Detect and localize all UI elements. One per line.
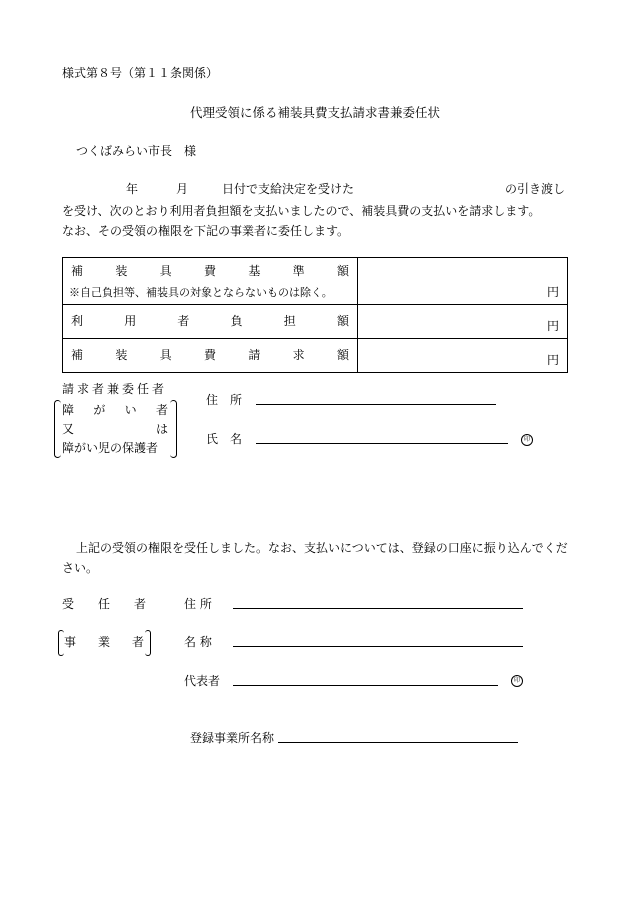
amounts-table: [62, 257, 568, 373]
intro-line-3: なお、その受領の権限を下記の事業者に委任します。: [62, 224, 350, 238]
role-guardian: 障がい児の保護者: [62, 441, 159, 455]
exclusion-note: ※自己負担等、補装具の対象とならないものは除く。: [69, 286, 333, 299]
intro-month: 月: [176, 182, 189, 196]
claimant-seal-icon: 印: [521, 434, 533, 446]
agent-label: 受 任 者: [62, 597, 146, 611]
intro-day-text: 日付で支給決定を受けた: [222, 182, 355, 196]
amount-field[interactable]: [358, 258, 568, 305]
office-name-field[interactable]: [233, 646, 523, 647]
intro-line-2: を受け、次のとおり利用者負担額を支払いましたので、補装具費の支払いを請求します。: [62, 204, 541, 218]
row-label: 補 装 具 費 基 準 額: [71, 264, 349, 278]
addressee: つくばみらい市長 様: [76, 144, 197, 158]
amount-field[interactable]: [358, 339, 568, 373]
role-or: 又 は: [62, 422, 168, 436]
acceptance-text: 上記の受領の権限を受任しました。なお、支払いについては、登録の口座に振り込んでください。: [62, 541, 568, 575]
representative-label: 代表者: [184, 674, 221, 688]
claimant-heading: 請求者兼委任者: [62, 382, 168, 396]
claimant-address-label: 住 所: [206, 393, 243, 407]
office-address-field[interactable]: [233, 608, 523, 609]
yen-unit: 円: [546, 319, 559, 333]
intro-year: 年: [126, 182, 139, 196]
claimant-address-field[interactable]: [256, 404, 496, 405]
office-name-label: 名 称: [184, 635, 212, 649]
row-label: 利 用 者 負 担 額: [71, 314, 349, 328]
business-label: 事 業 者: [64, 635, 144, 649]
intro-after-blank: の引き渡し: [505, 182, 566, 196]
table-row: [63, 339, 568, 373]
business-bracket-right: [145, 630, 151, 656]
claimant-name-field[interactable]: [256, 443, 508, 444]
registered-office-field[interactable]: [278, 742, 518, 743]
row-label: 補 装 具 費 請 求 額: [71, 348, 349, 362]
claimant-name-label: 氏 名: [206, 432, 243, 446]
role-bracket-left: [54, 400, 61, 458]
yen-unit: 円: [546, 353, 559, 367]
registered-office-label: 登録事業所名称: [190, 731, 275, 745]
amount-field[interactable]: [358, 305, 568, 339]
table-row: [63, 305, 568, 339]
role-bracket-right: [170, 400, 177, 458]
label-cell: [63, 258, 358, 305]
role-disabled-person: 障 が い 者: [62, 403, 168, 417]
representative-field[interactable]: [233, 685, 498, 686]
table-row: [63, 258, 568, 305]
form-number: 様式第８号（第１１条関係）: [62, 66, 219, 80]
label-cell: [63, 305, 358, 339]
label-cell: [63, 339, 358, 373]
office-address-label: 住 所: [184, 597, 212, 611]
yen-unit: 円: [546, 285, 559, 299]
representative-seal-icon: 印: [511, 675, 523, 687]
document-title: 代理受領に係る補装具費支払請求書兼委任状: [189, 105, 440, 120]
